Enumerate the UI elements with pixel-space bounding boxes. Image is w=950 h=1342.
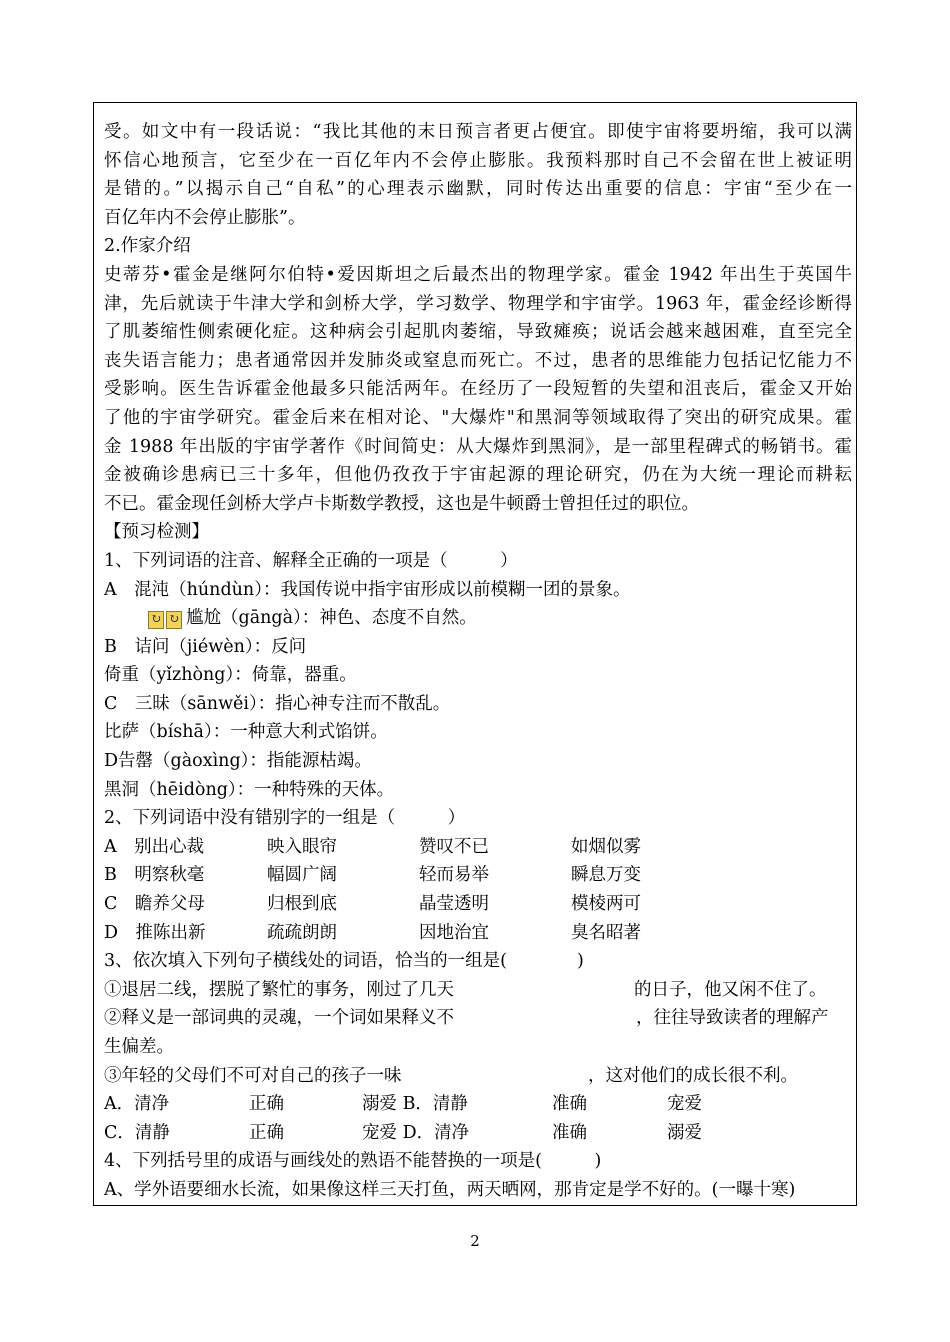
q3-cell: 正确 bbox=[249, 1122, 284, 1143]
question-1-stem: 1、下列词语的注音、解释全正确的一项是（ ） bbox=[104, 550, 518, 571]
q2-cell: 因地治宜 bbox=[419, 922, 489, 943]
text-line: 受。如文中有一段话说：“我比其他的末日预言者更占便宜。即使宇宙将要坍缩，我可以满 bbox=[104, 122, 852, 142]
page-number: 2 bbox=[470, 1232, 480, 1250]
q3-sentence-part: ①退居二线，摆脱了繁忙的事务，刚过了几天 bbox=[104, 979, 454, 1000]
q3-sentence-part: ③年轻的父母们不可对自己的孩子一味 bbox=[104, 1065, 402, 1086]
q2-cell: D 推陈出新 bbox=[104, 922, 206, 943]
q1-option-a: A 混沌（húndùn）：我国传说中指宇宙形成以前模糊一团的景象。 bbox=[104, 579, 631, 600]
q2-cell: 模棱两可 bbox=[571, 894, 641, 915]
q3-option-row bbox=[104, 1090, 852, 1119]
q3-sentence-part: 的日子，他又闲不住了。 bbox=[634, 979, 827, 1000]
q3-sentence-2-cont: 生偏差。 bbox=[104, 1037, 174, 1057]
text-line: 金被确诊患病已三十多年，但他仍孜孜于宇宙起源的理论研究，仍在为大统一理论而耕耘 bbox=[104, 465, 852, 486]
q2-cell: 赞叹不已 bbox=[419, 836, 489, 857]
q3-sentence-part: ，往往导致读者的理解产 bbox=[636, 1008, 829, 1029]
q3-cell: 溺爱 bbox=[667, 1122, 702, 1143]
text-line: 了他的宇宙学研究。霍金后来在相对论、"大爆炸"和黑洞等领域取得了突出的研究成果。霍 bbox=[104, 407, 852, 428]
q3-option-row bbox=[104, 1119, 852, 1148]
q2-cell: A 别出心裁 bbox=[104, 836, 205, 857]
q2-option-row bbox=[104, 833, 852, 862]
document-body bbox=[104, 118, 852, 1205]
q2-option-row bbox=[104, 861, 852, 890]
question-4-stem: 4、下列括号里的成语与画线处的熟语不能替换的一项是( ) bbox=[104, 1151, 602, 1172]
q2-cell: 轻而易举 bbox=[419, 865, 489, 886]
text-line: 百亿年内不会停止膨胀”。 bbox=[104, 207, 306, 228]
q3-cell: 宠爱 bbox=[667, 1094, 702, 1115]
q2-cell: 归根到底 bbox=[267, 894, 337, 915]
anchor-icons bbox=[148, 604, 184, 633]
q3-sentence-3 bbox=[104, 1062, 852, 1091]
q3-sentence-part: ②释义是一部词典的灵魂，一个词如果释义不 bbox=[104, 1008, 454, 1029]
q1-option-c-second: 比萨（bíshā）：一种意大利式馅饼。 bbox=[104, 722, 388, 743]
q2-cell: 瞬息万变 bbox=[571, 865, 641, 886]
q3-sentence-part: ，这对他们的成长很不利。 bbox=[588, 1065, 798, 1086]
link-icon: ↻ bbox=[148, 611, 164, 629]
text-line: 怀信心地预言，它至少在一百亿年内不会停止膨胀。我预料那时自己不会留在世上被证明 bbox=[104, 150, 852, 171]
preview-heading: 【预习检测】 bbox=[104, 522, 209, 543]
question-2-stem: 2、下列词语中没有错别字的一组是（ ） bbox=[104, 808, 466, 829]
link-icon: ↻ bbox=[166, 611, 182, 629]
text-line: 丧失语言能力；患者通常因并发肺炎或窒息而死亡。不过，患者的思维能力包括记忆能力不 bbox=[104, 350, 852, 371]
q1-option-a2-text: 尴尬（gāngà）：神色、态度不自然。 bbox=[186, 608, 477, 629]
q1-option-d: D告罄（gàoxìng）：指能源枯竭。 bbox=[104, 751, 372, 772]
q2-cell: 晶莹透明 bbox=[419, 894, 489, 915]
q2-cell: 臭名昭著 bbox=[571, 922, 641, 943]
q3-cell: 溺爱 B．清静 bbox=[362, 1094, 468, 1115]
q2-cell: 映入眼帘 bbox=[267, 836, 337, 857]
q3-sentence-2 bbox=[104, 1004, 852, 1033]
q4-option-a: A、学外语要细水长流，如果像这样三天打鱼，两天晒网，那肯定是学不好的。(一曝十寒) bbox=[104, 1179, 796, 1200]
q3-sentence-1 bbox=[104, 976, 852, 1005]
q2-option-row bbox=[104, 919, 852, 948]
q2-cell: C 瞻养父母 bbox=[104, 894, 205, 915]
q3-cell: 准确 bbox=[552, 1122, 587, 1143]
q2-option-row bbox=[104, 890, 852, 919]
author-heading: 2.作家介绍 bbox=[104, 236, 191, 257]
text-line: 金 1988 年出版的宇宙学著作《时间简史：从大爆炸到黑洞》，是一部里程碑式的畅销书。霍 bbox=[104, 436, 852, 457]
q3-cell: 准确 bbox=[552, 1094, 587, 1115]
text-line: 津，先后就读于牛津大学和剑桥大学，学习数学、物理学和宇宙学。1963 年，霍金经诊断得 bbox=[104, 293, 852, 314]
text-line: 是错的。”以揭示自己“自私”的心理表示幽默，同时传达出重要的信息：宇宙“至少在一 bbox=[104, 179, 852, 200]
q3-cell: A．清净 bbox=[104, 1094, 170, 1115]
text-line: 不已。霍金现任剑桥大学卢卡斯数学教授，这也是牛顿爵士曾担任过的职位。 bbox=[104, 493, 699, 514]
q2-cell: 如烟似雾 bbox=[571, 836, 641, 857]
q2-cell: 幅圆广阔 bbox=[267, 865, 337, 886]
text-line: 了肌萎缩性侧索硬化症。这种病会引起肌肉萎缩，导致瘫痪；说话会越来越困难，直至完全 bbox=[104, 322, 852, 343]
q3-cell: 正确 bbox=[249, 1094, 284, 1115]
q3-cell: 宠爱 D．清净 bbox=[362, 1122, 470, 1143]
q1-option-c: C 三昧（sānwěi）：指心神专注而不散乱。 bbox=[104, 693, 451, 714]
text-line: 受影响。医生告诉霍金他最多只能活两年。在经历了一段短暂的失望和沮丧后，霍金又开始 bbox=[104, 379, 852, 400]
q2-cell: B 明察秋毫 bbox=[104, 865, 205, 886]
question-3-stem: 3、依次填入下列句子横线处的词语，恰当的一组是( ) bbox=[104, 951, 584, 972]
q2-cell: 疏疏朗朗 bbox=[267, 922, 337, 943]
q1-option-b: B 诘问（jiéwèn）：反问 bbox=[104, 636, 307, 657]
q1-option-b-second: 倚重（yǐzhòng）：倚靠，器重。 bbox=[104, 665, 357, 686]
q3-cell: C．清静 bbox=[104, 1122, 170, 1143]
q1-option-d-second: 黑洞（hēidòng）：一种特殊的天体。 bbox=[104, 779, 395, 800]
text-line: 史蒂芬•霍金是继阿尔伯特•爱因斯坦之后最杰出的物理学家。霍金 1942 年出生于英国牛 bbox=[104, 264, 852, 285]
q1-option-a-second bbox=[104, 604, 852, 633]
